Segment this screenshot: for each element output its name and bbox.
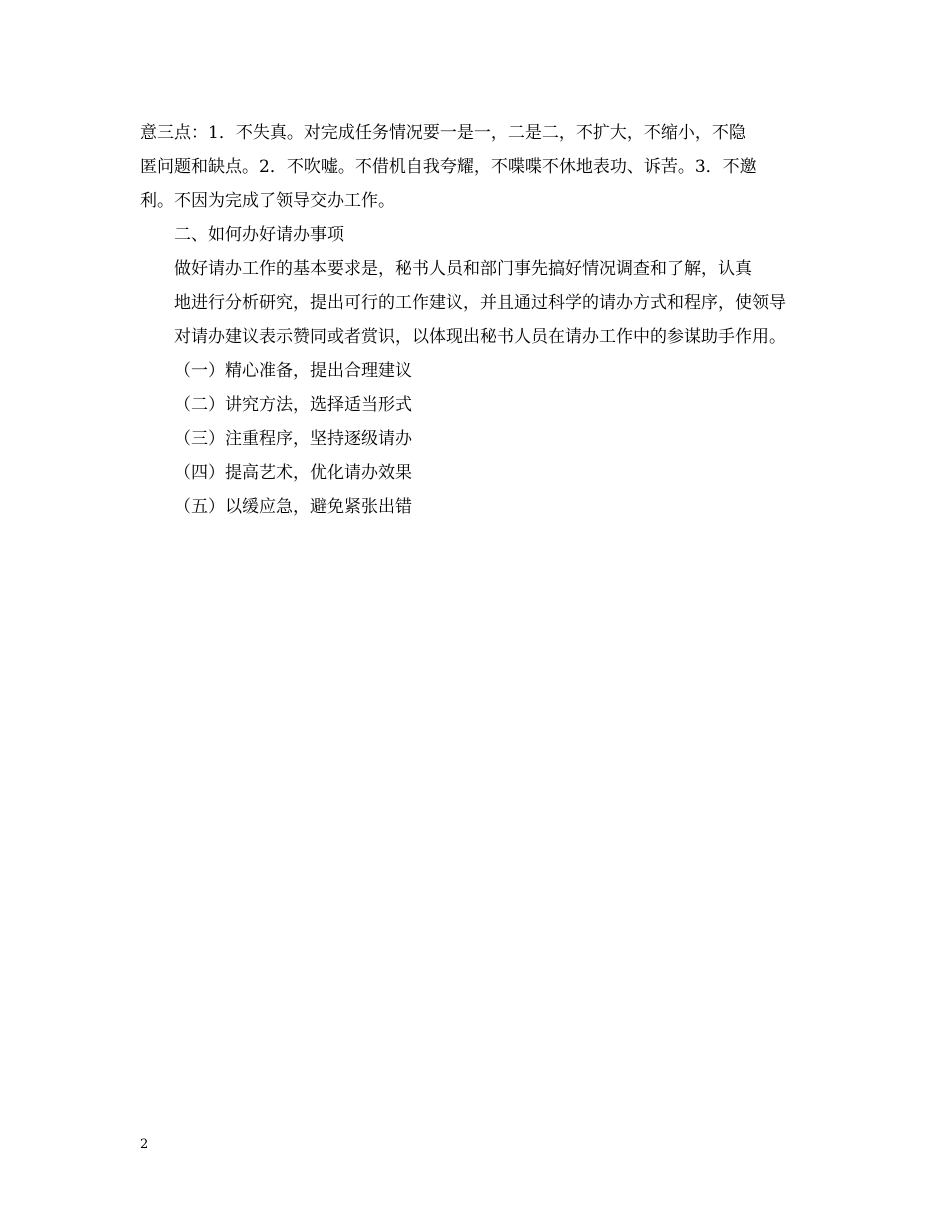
list-item-text: （三）注重程序，坚持逐级请办 — [174, 429, 412, 449]
list-item-1 — [140, 354, 812, 388]
page-number: 2 — [140, 1137, 149, 1152]
text-line: 做好请办工作的基本要求是，秘书人员和部门事先搞好情况调查和了解，认真 — [174, 259, 752, 279]
heading-line: 二、如何办好请办事项 — [174, 225, 344, 245]
list-item-2 — [140, 388, 812, 422]
list-item-4 — [140, 456, 812, 490]
text-line: 利。不因为完成了领导交办工作。 — [140, 191, 395, 211]
list-item-3 — [140, 422, 812, 456]
text-line: 匿问题和缺点。2．不吹嘘。不借机自我夸耀，不喋喋不休地表功、诉苦。3．不邀 — [140, 157, 757, 177]
paragraph-three-points — [140, 116, 812, 218]
section-heading — [140, 218, 812, 252]
text-line: 意三点：1．不失真。对完成任务情况要一是一，二是二，不扩大，不缩小，不隐 — [140, 123, 746, 143]
text-line: 地进行分析研究，提出可行的工作建议，并且通过科学的请办方式和程序，使领导 — [174, 293, 786, 313]
paragraph-basic-requirements — [140, 252, 812, 354]
list-item-text: （四）提高艺术，优化请办效果 — [174, 463, 412, 483]
list-item-text: （二）讲究方法，选择适当形式 — [174, 395, 412, 415]
list-item-5 — [140, 490, 812, 524]
list-item-text: （一）精心准备，提出合理建议 — [174, 361, 412, 381]
list-item-text: （五）以缓应急，避免紧张出错 — [174, 497, 412, 517]
document-body — [140, 116, 812, 524]
text-line: 对请办建议表示赞同或者赏识，以体现出秘书人员在请办工作中的参谋助手作用。 — [174, 327, 786, 347]
